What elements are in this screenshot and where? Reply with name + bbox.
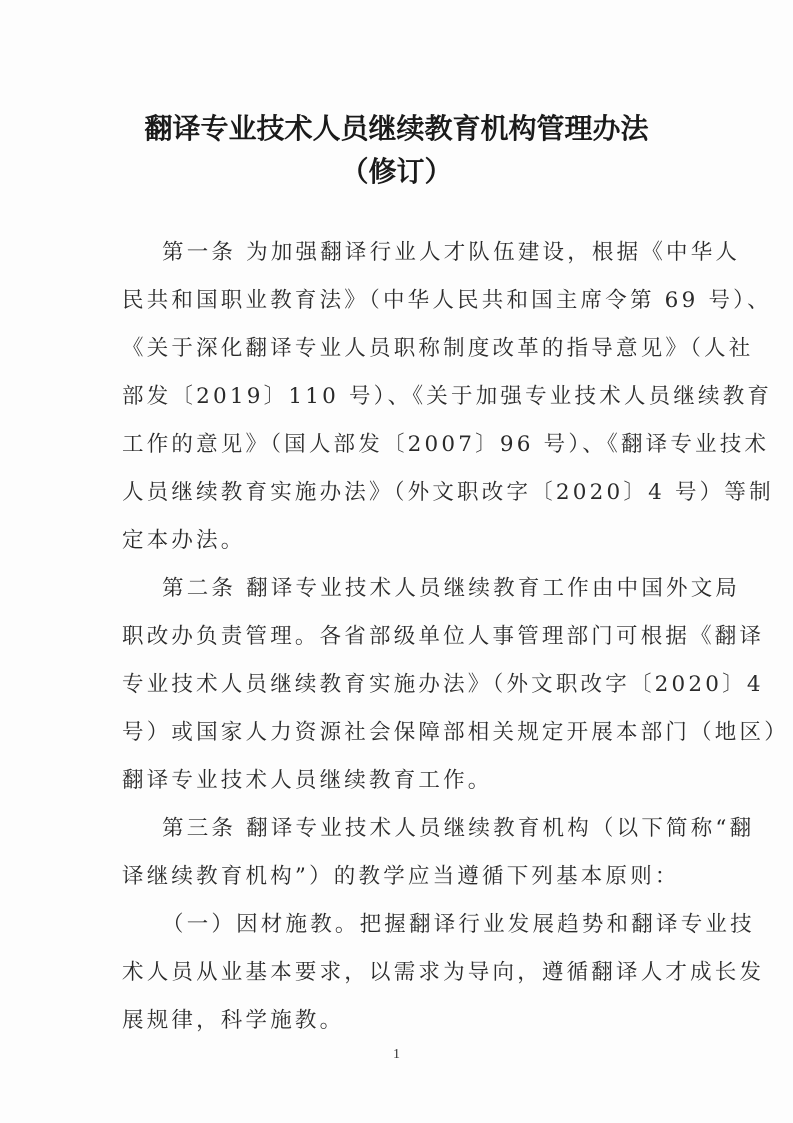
- article-2-line: 翻译专业技术人员继续教育工作。: [122, 768, 493, 793]
- article-3-line: 译继续教育机构”）的教学应当遵循下列基本原则：: [122, 864, 680, 889]
- principle-1-line: 展规律，科学施教。: [122, 1008, 345, 1033]
- article-1-line: 《关于深化翻译专业人员职称制度改革的指导意见》（人社: [122, 336, 754, 361]
- article-1-line: 工作的意见》（国人部发〔2007〕96 号）、《翻译专业技术: [122, 432, 770, 457]
- article-2-line: 第二条 翻译专业技术人员继续教育工作由中国外文局: [162, 576, 741, 601]
- article-2-line: 号）或国家人力资源社会保障部相关规定开展本部门（地区）: [122, 720, 789, 745]
- article-1-line: 第一条 为加强翻译行业人才队伍建设，根据《中华人: [162, 240, 741, 265]
- page-number: 1: [393, 1047, 400, 1062]
- article-1-line: 民共和国职业教育法》（中华人民共和国主席令第 69 号）、: [122, 288, 772, 313]
- article-3-line: 第三条 翻译专业技术人员继续教育机构（以下简称“翻: [162, 816, 755, 841]
- document-subtitle: （修订）: [340, 155, 453, 188]
- document-title: 翻译专业技术人员继续教育机构管理办法: [144, 112, 649, 145]
- article-2-line: 专业技术人员继续教育实施办法》（外文职改字〔2020〕4: [122, 672, 764, 697]
- article-1-line: 部发〔2019〕110 号）、《关于加强专业技术人员继续教育: [122, 384, 773, 409]
- article-1-line: 定本办法。: [122, 528, 246, 553]
- principle-1-line: （一）因材施教。把握翻译行业发展趋势和翻译专业技: [162, 912, 755, 937]
- article-2-line: 职改办负责管理。各省部级单位人事管理部门可根据《翻译: [122, 624, 765, 649]
- article-1-line: 人员继续教育实施办法》（外文职改字〔2020〕4 号）等制: [122, 480, 774, 505]
- principle-1-line: 术人员从业基本要求，以需求为导向，遵循翻译人才成长发: [122, 960, 765, 985]
